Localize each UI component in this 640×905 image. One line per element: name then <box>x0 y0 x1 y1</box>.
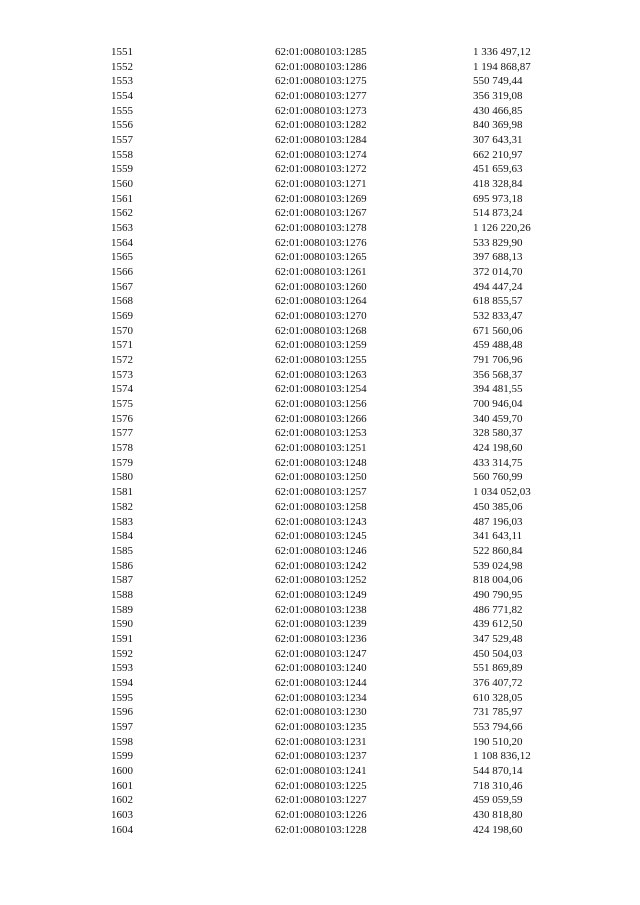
row-number: 1595 <box>111 691 133 704</box>
cadastral-number: 62:01:0080103:1252 <box>275 574 367 587</box>
table-row <box>0 148 640 163</box>
table-row <box>0 192 640 207</box>
table-row <box>0 441 640 456</box>
cadastral-number: 62:01:0080103:1285 <box>275 46 367 58</box>
table-row <box>0 368 640 383</box>
cadastral-number: 62:01:0080103:1245 <box>275 530 367 543</box>
row-number: 1555 <box>111 104 133 117</box>
row-number: 1585 <box>111 544 133 557</box>
cadastral-number: 62:01:0080103:1246 <box>275 544 367 557</box>
table-row <box>0 588 640 603</box>
cadastral-value: 700 946,04 <box>473 398 523 411</box>
cadastral-value: 731 785,97 <box>473 706 523 719</box>
cadastral-number: 62:01:0080103:1238 <box>275 603 367 616</box>
table-row <box>0 104 640 119</box>
row-number: 1570 <box>111 324 133 337</box>
row-number: 1599 <box>111 750 133 763</box>
cadastral-value: 459 488,48 <box>473 339 523 352</box>
row-number: 1590 <box>111 618 133 631</box>
cadastral-value: 190 510,20 <box>473 735 523 748</box>
table-row <box>0 632 640 647</box>
cadastral-value: 486 771,82 <box>473 603 523 616</box>
cadastral-number: 62:01:0080103:1255 <box>275 354 367 367</box>
row-number: 1562 <box>111 207 133 220</box>
cadastral-value: 430 818,80 <box>473 808 523 821</box>
cadastral-value: 533 829,90 <box>473 236 523 249</box>
cadastral-number: 62:01:0080103:1234 <box>275 691 367 704</box>
table-row <box>0 221 640 236</box>
cadastral-number: 62:01:0080103:1263 <box>275 368 367 381</box>
table-row <box>0 735 640 750</box>
cadastral-number: 62:01:0080103:1275 <box>275 75 367 88</box>
cadastral-number: 62:01:0080103:1235 <box>275 720 367 733</box>
row-number: 1572 <box>111 354 133 367</box>
table-row <box>0 544 640 559</box>
cadastral-number: 62:01:0080103:1282 <box>275 119 367 132</box>
row-number: 1584 <box>111 530 133 543</box>
row-number: 1561 <box>111 192 133 205</box>
table-row <box>0 808 640 823</box>
table-row <box>0 720 640 735</box>
row-number: 1576 <box>111 412 133 425</box>
table-row <box>0 74 640 89</box>
cadastral-number: 62:01:0080103:1237 <box>275 750 367 763</box>
table-row <box>0 294 640 309</box>
cadastral-number: 62:01:0080103:1248 <box>275 456 367 469</box>
row-number: 1596 <box>111 706 133 719</box>
row-number: 1582 <box>111 500 133 513</box>
cadastral-value: 791 706,96 <box>473 354 523 367</box>
row-number: 1593 <box>111 662 133 675</box>
row-number: 1579 <box>111 456 133 469</box>
cadastral-value: 532 833,47 <box>473 310 523 323</box>
row-number: 1574 <box>111 383 133 396</box>
row-number: 1601 <box>111 779 133 792</box>
cadastral-value: 514 873,24 <box>473 207 523 220</box>
cadastral-number: 62:01:0080103:1257 <box>275 486 367 499</box>
cadastral-number: 62:01:0080103:1256 <box>275 398 367 411</box>
table-row <box>0 456 640 471</box>
table-row <box>0 691 640 706</box>
cadastral-value: 424 198,60 <box>473 823 523 836</box>
row-number: 1598 <box>111 735 133 748</box>
cadastral-value: 487 196,03 <box>473 515 523 528</box>
row-number: 1588 <box>111 588 133 601</box>
cadastral-number: 62:01:0080103:1286 <box>275 60 367 73</box>
table-row <box>0 162 640 177</box>
table-row <box>0 470 640 485</box>
row-number: 1589 <box>111 603 133 616</box>
table-row <box>0 412 640 427</box>
cadastral-value: 553 794,66 <box>473 720 523 733</box>
cadastral-number: 62:01:0080103:1251 <box>275 442 367 455</box>
row-number: 1560 <box>111 178 133 191</box>
row-number: 1575 <box>111 398 133 411</box>
row-number: 1587 <box>111 574 133 587</box>
cadastral-number: 62:01:0080103:1270 <box>275 310 367 323</box>
table-row <box>0 397 640 412</box>
row-number: 1556 <box>111 119 133 132</box>
row-number: 1586 <box>111 559 133 572</box>
table-row <box>0 60 640 75</box>
cadastral-value: 340 459,70 <box>473 412 523 425</box>
row-number: 1600 <box>111 764 133 777</box>
cadastral-value: 328 580,37 <box>473 427 523 440</box>
table-row <box>0 647 640 662</box>
cadastral-number: 62:01:0080103:1266 <box>275 412 367 425</box>
cadastral-number: 62:01:0080103:1253 <box>275 427 367 440</box>
cadastral-value: 356 319,08 <box>473 90 523 103</box>
cadastral-number: 62:01:0080103:1259 <box>275 339 367 352</box>
cadastral-number: 62:01:0080103:1284 <box>275 134 367 147</box>
cadastral-value: 376 407,72 <box>473 676 523 689</box>
cadastral-number: 62:01:0080103:1276 <box>275 236 367 249</box>
table-row <box>0 324 640 339</box>
table-row <box>0 236 640 251</box>
cadastral-value-table <box>0 45 640 837</box>
row-number: 1553 <box>111 75 133 88</box>
table-row <box>0 89 640 104</box>
row-number: 1580 <box>111 471 133 484</box>
table-row <box>0 705 640 720</box>
row-number: 1571 <box>111 339 133 352</box>
row-number: 1603 <box>111 808 133 821</box>
cadastral-number: 62:01:0080103:1268 <box>275 324 367 337</box>
cadastral-value: 418 328,84 <box>473 178 523 191</box>
table-row <box>0 661 640 676</box>
table-row <box>0 265 640 280</box>
table-row <box>0 529 640 544</box>
cadastral-number: 62:01:0080103:1226 <box>275 808 367 821</box>
cadastral-value: 551 869,89 <box>473 662 523 675</box>
table-row <box>0 250 640 265</box>
row-number: 1591 <box>111 632 133 645</box>
cadastral-number: 62:01:0080103:1273 <box>275 104 367 117</box>
cadastral-number: 62:01:0080103:1271 <box>275 178 367 191</box>
cadastral-number: 62:01:0080103:1272 <box>275 163 367 176</box>
cadastral-number: 62:01:0080103:1240 <box>275 662 367 675</box>
cadastral-number: 62:01:0080103:1278 <box>275 222 367 235</box>
table-row <box>0 382 640 397</box>
row-number: 1565 <box>111 251 133 264</box>
row-number: 1583 <box>111 515 133 528</box>
row-number: 1602 <box>111 794 133 807</box>
table-row <box>0 559 640 574</box>
table-row <box>0 500 640 515</box>
table-row <box>0 779 640 794</box>
row-number: 1551 <box>111 46 133 58</box>
cadastral-value: 424 198,60 <box>473 442 523 455</box>
row-number: 1597 <box>111 720 133 733</box>
cadastral-value: 522 860,84 <box>473 544 523 557</box>
row-number: 1567 <box>111 280 133 293</box>
cadastral-value: 1 034 052,03 <box>473 486 531 499</box>
table-row <box>0 793 640 808</box>
row-number: 1568 <box>111 295 133 308</box>
cadastral-number: 62:01:0080103:1242 <box>275 559 367 572</box>
cadastral-number: 62:01:0080103:1267 <box>275 207 367 220</box>
row-number: 1563 <box>111 222 133 235</box>
cadastral-value: 451 659,63 <box>473 163 523 176</box>
cadastral-value: 544 870,14 <box>473 764 523 777</box>
cadastral-value: 1 336 497,12 <box>473 46 531 58</box>
cadastral-value: 341 643,11 <box>473 530 523 543</box>
cadastral-value: 459 059,59 <box>473 794 523 807</box>
table-row <box>0 573 640 588</box>
table-row <box>0 353 640 368</box>
table-row <box>0 676 640 691</box>
cadastral-number: 62:01:0080103:1227 <box>275 794 367 807</box>
cadastral-value: 560 760,99 <box>473 471 523 484</box>
cadastral-value: 430 466,85 <box>473 104 523 117</box>
cadastral-number: 62:01:0080103:1243 <box>275 515 367 528</box>
row-number: 1566 <box>111 266 133 279</box>
table-row <box>0 515 640 530</box>
row-number: 1592 <box>111 647 133 660</box>
cadastral-number: 62:01:0080103:1230 <box>275 706 367 719</box>
row-number: 1577 <box>111 427 133 440</box>
cadastral-value: 356 568,37 <box>473 368 523 381</box>
row-number: 1573 <box>111 368 133 381</box>
cadastral-value: 347 529,48 <box>473 632 523 645</box>
table-row <box>0 280 640 295</box>
table-row <box>0 206 640 221</box>
cadastral-value: 439 612,50 <box>473 618 523 631</box>
cadastral-number: 62:01:0080103:1274 <box>275 148 367 161</box>
cadastral-value: 610 328,05 <box>473 691 523 704</box>
cadastral-value: 695 973,18 <box>473 192 523 205</box>
row-number: 1578 <box>111 442 133 455</box>
table-row <box>0 617 640 632</box>
cadastral-value: 433 314,75 <box>473 456 523 469</box>
table-row <box>0 309 640 324</box>
cadastral-number: 62:01:0080103:1241 <box>275 764 367 777</box>
table-row <box>0 823 640 838</box>
cadastral-number: 62:01:0080103:1269 <box>275 192 367 205</box>
cadastral-number: 62:01:0080103:1250 <box>275 471 367 484</box>
table-row <box>0 764 640 779</box>
row-number: 1552 <box>111 60 133 73</box>
cadastral-number: 62:01:0080103:1277 <box>275 90 367 103</box>
table-row <box>0 749 640 764</box>
cadastral-number: 62:01:0080103:1231 <box>275 735 367 748</box>
cadastral-number: 62:01:0080103:1244 <box>275 676 367 689</box>
row-number: 1581 <box>111 486 133 499</box>
table-row <box>0 45 640 60</box>
cadastral-value: 397 688,13 <box>473 251 523 264</box>
row-number: 1558 <box>111 148 133 161</box>
row-number: 1554 <box>111 90 133 103</box>
cadastral-value: 550 749,44 <box>473 75 523 88</box>
cadastral-value: 840 369,98 <box>473 119 523 132</box>
row-number: 1557 <box>111 134 133 147</box>
row-number: 1559 <box>111 163 133 176</box>
cadastral-number: 62:01:0080103:1264 <box>275 295 367 308</box>
cadastral-number: 62:01:0080103:1265 <box>275 251 367 264</box>
table-row <box>0 426 640 441</box>
cadastral-number: 62:01:0080103:1260 <box>275 280 367 293</box>
cadastral-value: 618 855,57 <box>473 295 523 308</box>
row-number: 1594 <box>111 676 133 689</box>
table-row <box>0 603 640 618</box>
cadastral-value: 1 194 868,87 <box>473 60 531 73</box>
cadastral-value: 671 560,06 <box>473 324 523 337</box>
cadastral-value: 1 108 836,12 <box>473 750 531 763</box>
cadastral-value: 539 024,98 <box>473 559 523 572</box>
cadastral-value: 1 126 220,26 <box>473 222 531 235</box>
cadastral-value: 372 014,70 <box>473 266 523 279</box>
cadastral-value: 307 643,31 <box>473 134 523 147</box>
cadastral-number: 62:01:0080103:1254 <box>275 383 367 396</box>
cadastral-number: 62:01:0080103:1249 <box>275 588 367 601</box>
row-number: 1604 <box>111 823 133 836</box>
cadastral-number: 62:01:0080103:1225 <box>275 779 367 792</box>
cadastral-value: 494 447,24 <box>473 280 523 293</box>
cadastral-number: 62:01:0080103:1258 <box>275 500 367 513</box>
cadastral-number: 62:01:0080103:1261 <box>275 266 367 279</box>
cadastral-value: 450 504,03 <box>473 647 523 660</box>
cadastral-value: 718 310,46 <box>473 779 523 792</box>
cadastral-value: 818 004,06 <box>473 574 523 587</box>
table-row <box>0 118 640 133</box>
cadastral-number: 62:01:0080103:1247 <box>275 647 367 660</box>
cadastral-value: 450 385,06 <box>473 500 523 513</box>
row-number: 1569 <box>111 310 133 323</box>
row-number: 1564 <box>111 236 133 249</box>
table-row <box>0 133 640 148</box>
cadastral-value: 662 210,97 <box>473 148 523 161</box>
table-row <box>0 338 640 353</box>
cadastral-number: 62:01:0080103:1228 <box>275 823 367 836</box>
cadastral-value: 490 790,95 <box>473 588 523 601</box>
cadastral-number: 62:01:0080103:1239 <box>275 618 367 631</box>
cadastral-number: 62:01:0080103:1236 <box>275 632 367 645</box>
table-row <box>0 177 640 192</box>
table-row <box>0 485 640 500</box>
cadastral-value: 394 481,55 <box>473 383 523 396</box>
